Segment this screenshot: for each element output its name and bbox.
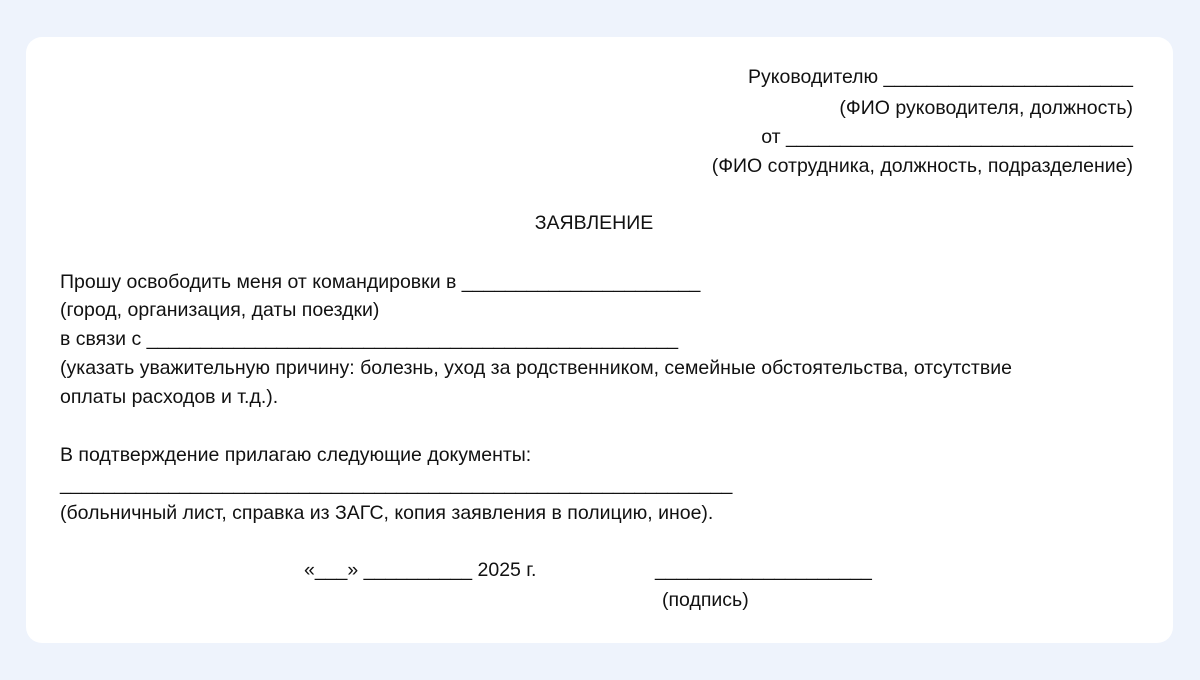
documents-line: В подтверждение прилагаю следующие документы: xyxy=(60,444,532,466)
document-title: ЗАЯВЛЕНИЕ xyxy=(534,212,654,234)
signature-hint: (подпись) xyxy=(662,589,749,611)
document-card xyxy=(26,37,1173,643)
addressee-line: Руководителю _______________________ xyxy=(748,66,1133,88)
sender-line: от ________________________________ xyxy=(761,126,1133,148)
documents-blank: ______________________________________________________________ xyxy=(60,473,733,495)
request-line: Прошу освободить меня от командировки в ______________________ xyxy=(60,271,701,293)
addressee-hint: (ФИО руководителя, должность) xyxy=(839,97,1133,119)
reason-hint-continued: оплаты расходов и т.д.). xyxy=(60,386,279,408)
sender-hint: (ФИО сотрудника, должность, подразделение) xyxy=(711,155,1133,177)
reason-hint: (указать уважительную причину: болезнь, уход за родственником, семейные обстоятельства, отсутствие xyxy=(60,357,1012,379)
reason-line: в связи с _________________________________________________ xyxy=(60,328,679,350)
request-hint: (город, организация, даты поездки) xyxy=(60,299,380,321)
documents-hint: (больничный лист, справка из ЗАГС, копия заявления в полицию, иное). xyxy=(60,502,714,524)
date-line: «___» __________ 2025 г. xyxy=(304,559,537,581)
signature-line: ____________________ xyxy=(655,559,872,581)
